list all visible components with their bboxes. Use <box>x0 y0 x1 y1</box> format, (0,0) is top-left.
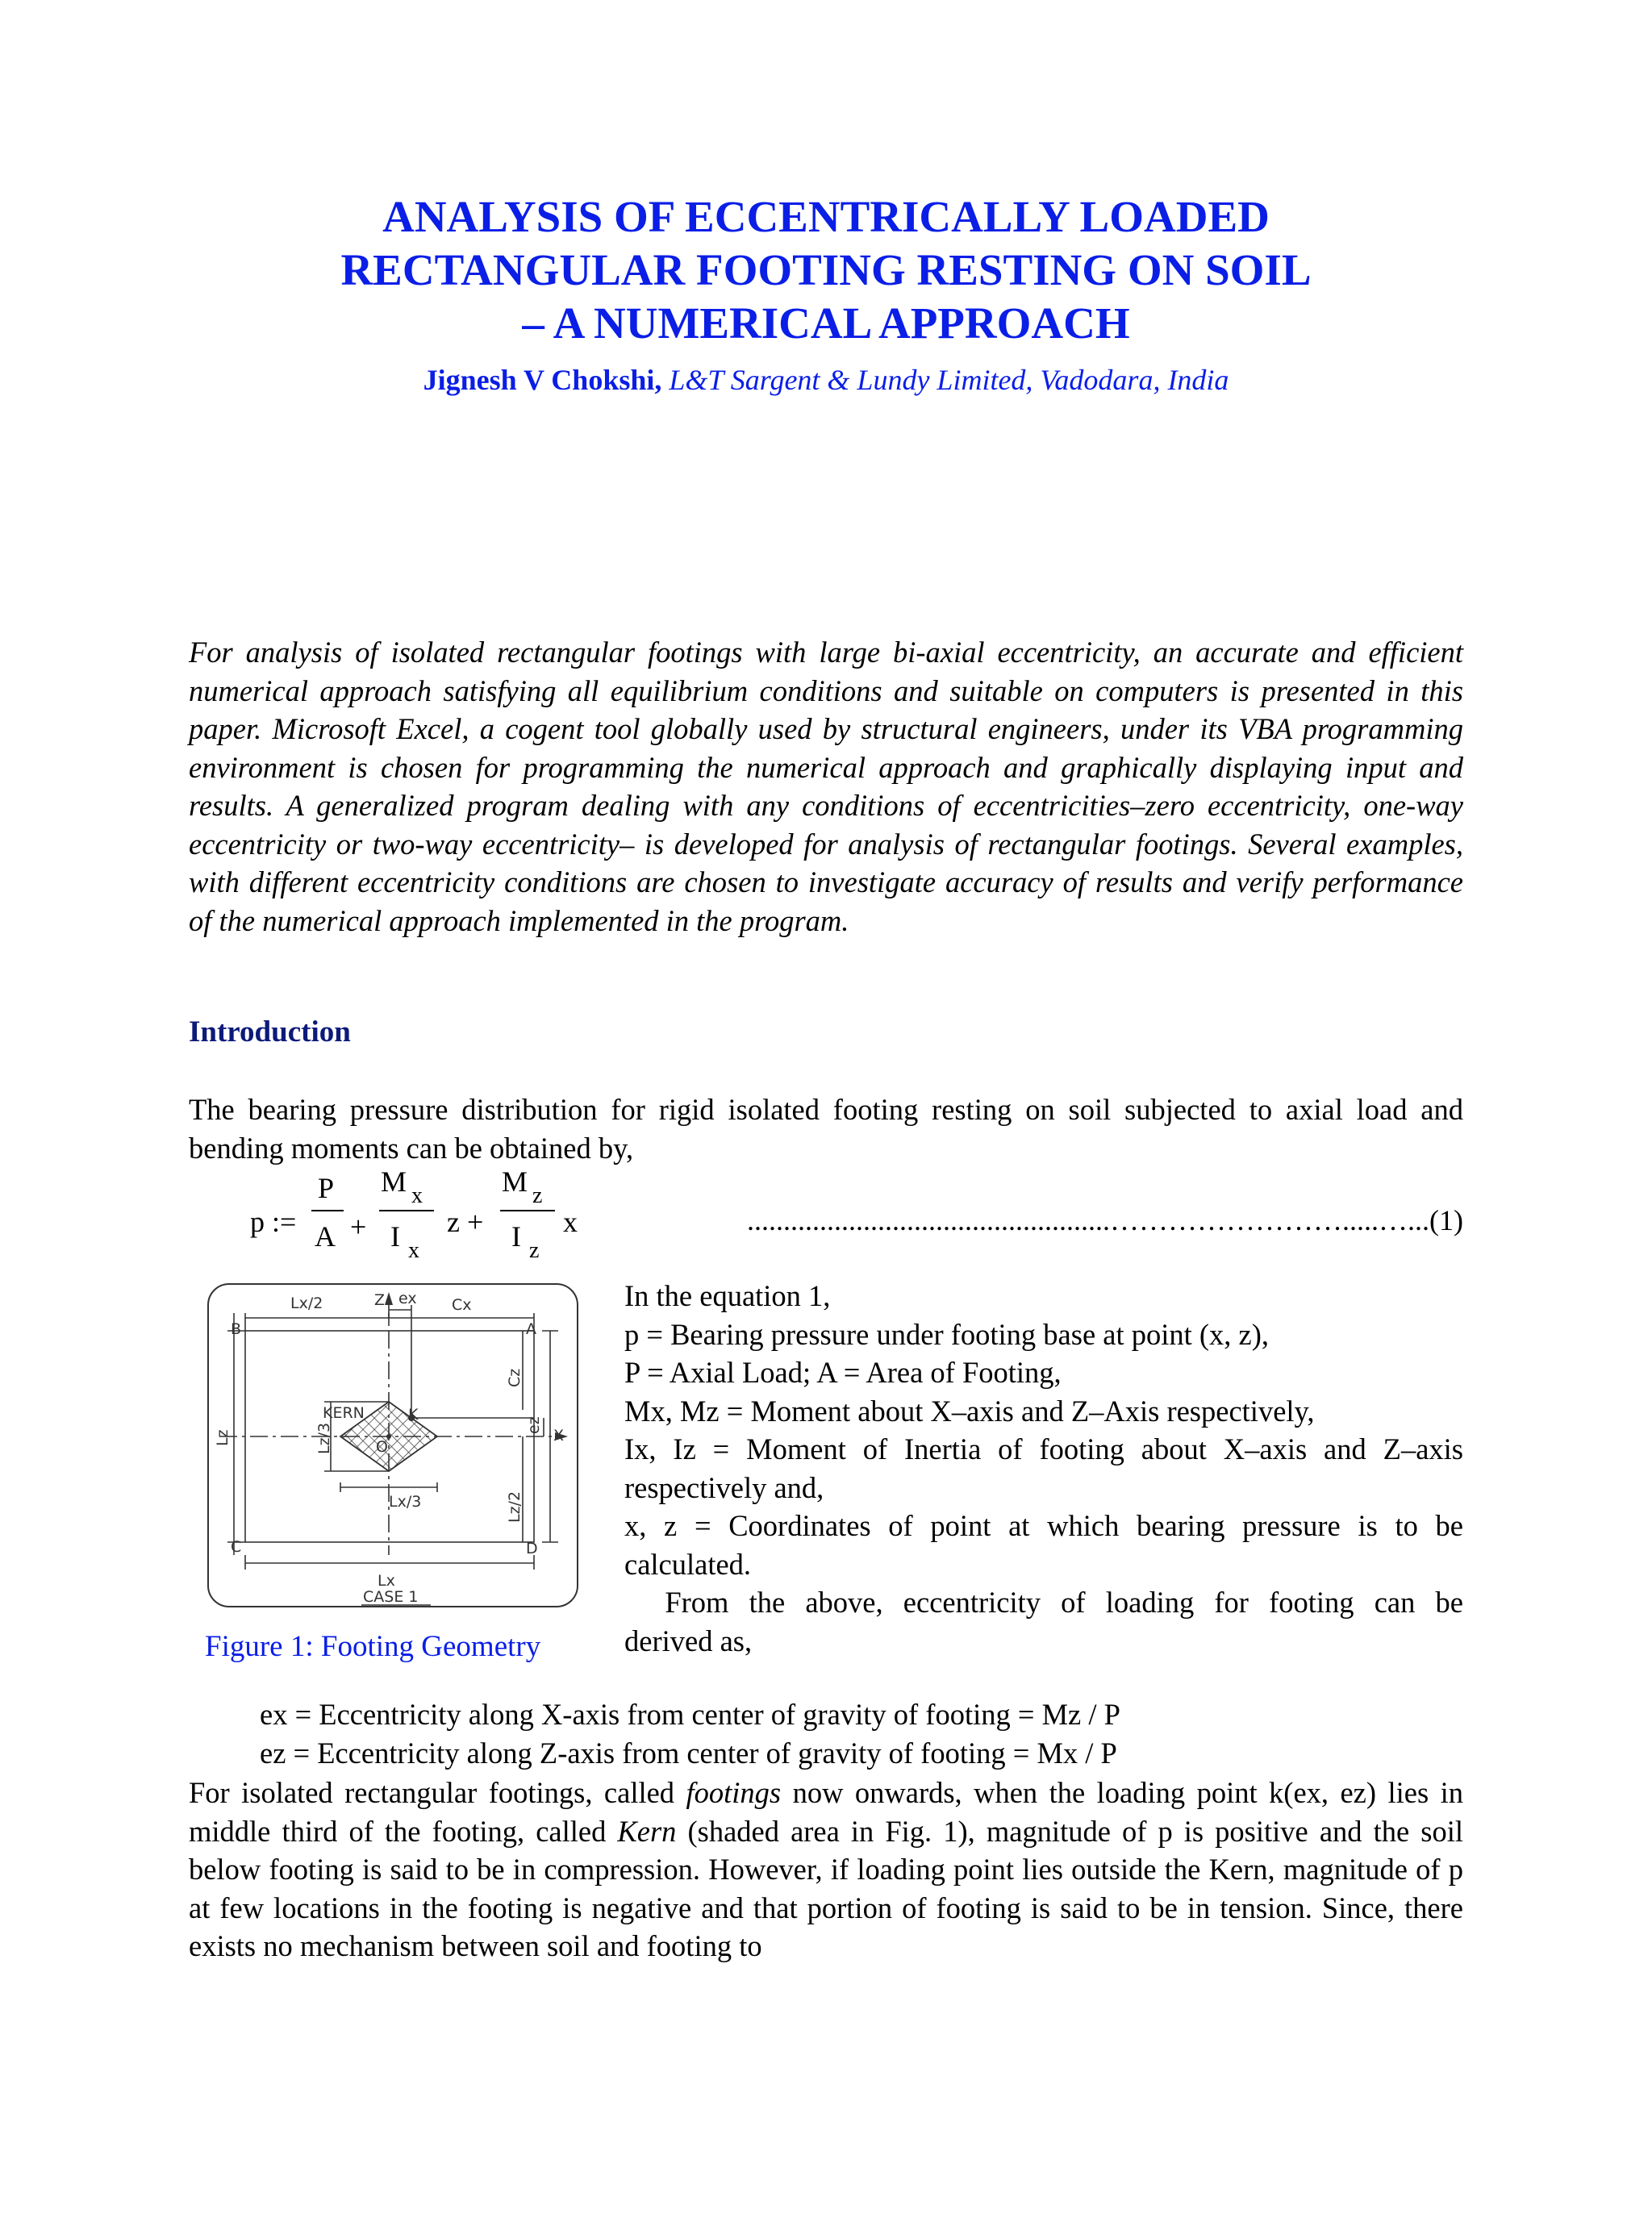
paper-title <box>0 190 1652 350</box>
kern-para-kern: Kern <box>617 1814 677 1848</box>
def-line-2: p = Bearing pressure under footing base at point (x, z), <box>624 1317 1270 1351</box>
kern-para-text-1: For isolated rectangular footings, called <box>189 1776 686 1809</box>
fig-label-c: C <box>231 1538 242 1556</box>
def-line-3: P = Axial Load; A = Area of Footing, <box>624 1356 1062 1389</box>
fig-label-a: A <box>526 1320 536 1338</box>
fig-label-x: X <box>553 1427 565 1445</box>
abstract: For analysis of isolated rectangular footings with large bi-axial eccentricity, an accurate and efficient numerical approach satisfying all equilibrium conditions and suitable on computers is presented in this paper. Microsoft Excel, a cogent tool globally used by structural engineers, under its VBA programming environment is chosen for programming the numerical approach and graphically displaying input and results. A generalized program dealing with any conditions of eccentricities–zero eccentricity, one-way eccentricity or two-way eccentricity– is developed for analysis of rectangular footings. Several examples, with different eccentricity conditions are chosen to investigate accuracy of results and verify performance of the numerical approach implemented in the program. <box>189 636 1463 937</box>
fig-label-lz: Lz <box>214 1429 232 1446</box>
kern-para-footings: footings <box>686 1776 782 1809</box>
eq-a: A <box>315 1220 336 1253</box>
intro-paragraph: The bearing pressure distribution for rigid isolated footing resting on soil subjected to axial load and bending moments can be obtained by, <box>189 1093 1463 1165</box>
def-line-6: respectively and, <box>624 1470 824 1504</box>
kern-para-text-3: (shaded area in Fig. 1), magnitude of p is positive and the soil below footing is said to be in compression. However, if loading point lies outside the Kern, magnitude of p at few locations in the footing is negative and that portion of footing is said to be in tension. Since, there exists no mechanism between soil and footing to <box>189 1814 1463 1962</box>
eq-fraction-bar-3 <box>500 1210 555 1211</box>
title-line-2: RECTANGULAR FOOTING RESTING ON SOIL <box>340 245 1312 294</box>
eq-ix: I $_x$ <box>390 1220 419 1263</box>
eq-iz: I $_z$ <box>511 1220 540 1263</box>
eq-x: x <box>563 1206 578 1238</box>
fig-label-z: Z <box>374 1291 386 1309</box>
def-line-1: In the equation 1, <box>624 1279 831 1312</box>
eq-plus: + <box>350 1211 367 1243</box>
def-line-8: calculated. <box>624 1547 752 1581</box>
fig-label-lx3: Lx/3 <box>389 1493 422 1511</box>
ecc-ex-line: ex = Eccentricity along X-axis from center of gravity of footing = Mz / P <box>260 1698 1120 1731</box>
fig-label-d: D <box>526 1540 538 1557</box>
eq-mz: M $_z$ <box>502 1165 543 1208</box>
eq-z-plus: z + <box>447 1206 484 1238</box>
footing-geometry-figure <box>203 1281 582 1611</box>
def-line-9: From the above, eccentricity of loading for footing can be <box>624 1586 1463 1619</box>
fig-label-lz2: Lz/2 <box>506 1490 524 1523</box>
fig-label-case: CASE 1 <box>363 1588 419 1606</box>
ecc-ez-line: ez = Eccentricity along Z-axis from center of gravity of footing = Mx / P <box>260 1736 1117 1770</box>
section-heading-introduction: Introduction <box>189 1015 351 1049</box>
equation-1 <box>242 1165 645 1268</box>
figure-caption: Figure 1: Footing Geometry <box>205 1630 541 1663</box>
title-line-1: ANALYSIS OF ECCENTRICALLY LOADED <box>382 192 1270 241</box>
eq-fraction-bar-1 <box>311 1210 344 1211</box>
fig-label-cz: Cz <box>506 1368 524 1387</box>
fig-label-ex: ex <box>398 1290 417 1307</box>
author-line <box>0 363 1652 397</box>
title-line-3: – A NUMERICAL APPROACH <box>522 298 1130 348</box>
fig-label-lx2: Lx/2 <box>290 1295 323 1312</box>
fig-label-o: O <box>376 1438 388 1456</box>
def-line-10: derived as, <box>624 1624 753 1657</box>
kern-paragraph <box>189 1774 1463 1966</box>
def-line-4: Mx, Mz = Moment about X–axis and Z–Axis respectively, <box>624 1394 1315 1428</box>
eq-p: P <box>318 1172 335 1204</box>
fig-label-kern: KERN <box>323 1404 365 1422</box>
fig-label-lx: Lx <box>378 1572 395 1590</box>
equation-definitions <box>624 1277 1463 1660</box>
equation-number: ..................................................…………………….....…...(1) <box>747 1204 1463 1236</box>
def-line-5: Ix, Iz = Moment of Inertia of footing about X–axis and Z–axis <box>624 1432 1463 1465</box>
fig-label-b: B <box>231 1320 242 1338</box>
fig-label-cx: Cx <box>452 1296 472 1314</box>
eq-mx: M $_x$ <box>381 1165 423 1208</box>
fig-label-ez: ez <box>525 1416 543 1434</box>
author-name: Jignesh V Chokshi, <box>423 364 662 396</box>
eq-fraction-bar-2 <box>379 1210 434 1211</box>
fig-label-lz3: Lz/3 <box>315 1422 333 1454</box>
author-affiliation: L&T Sargent & Lundy Limited, Vadodara, India <box>669 364 1229 396</box>
kern-para-text-2: now onwards, when the loading point k(ex, ez) lies in middle third of the footing, called <box>189 1776 1463 1848</box>
eq-lhs: p := <box>250 1206 297 1238</box>
def-line-7: x, z = Coordinates of point at which bearing pressure is to be <box>624 1509 1463 1542</box>
fig-label-k: K <box>408 1406 419 1424</box>
